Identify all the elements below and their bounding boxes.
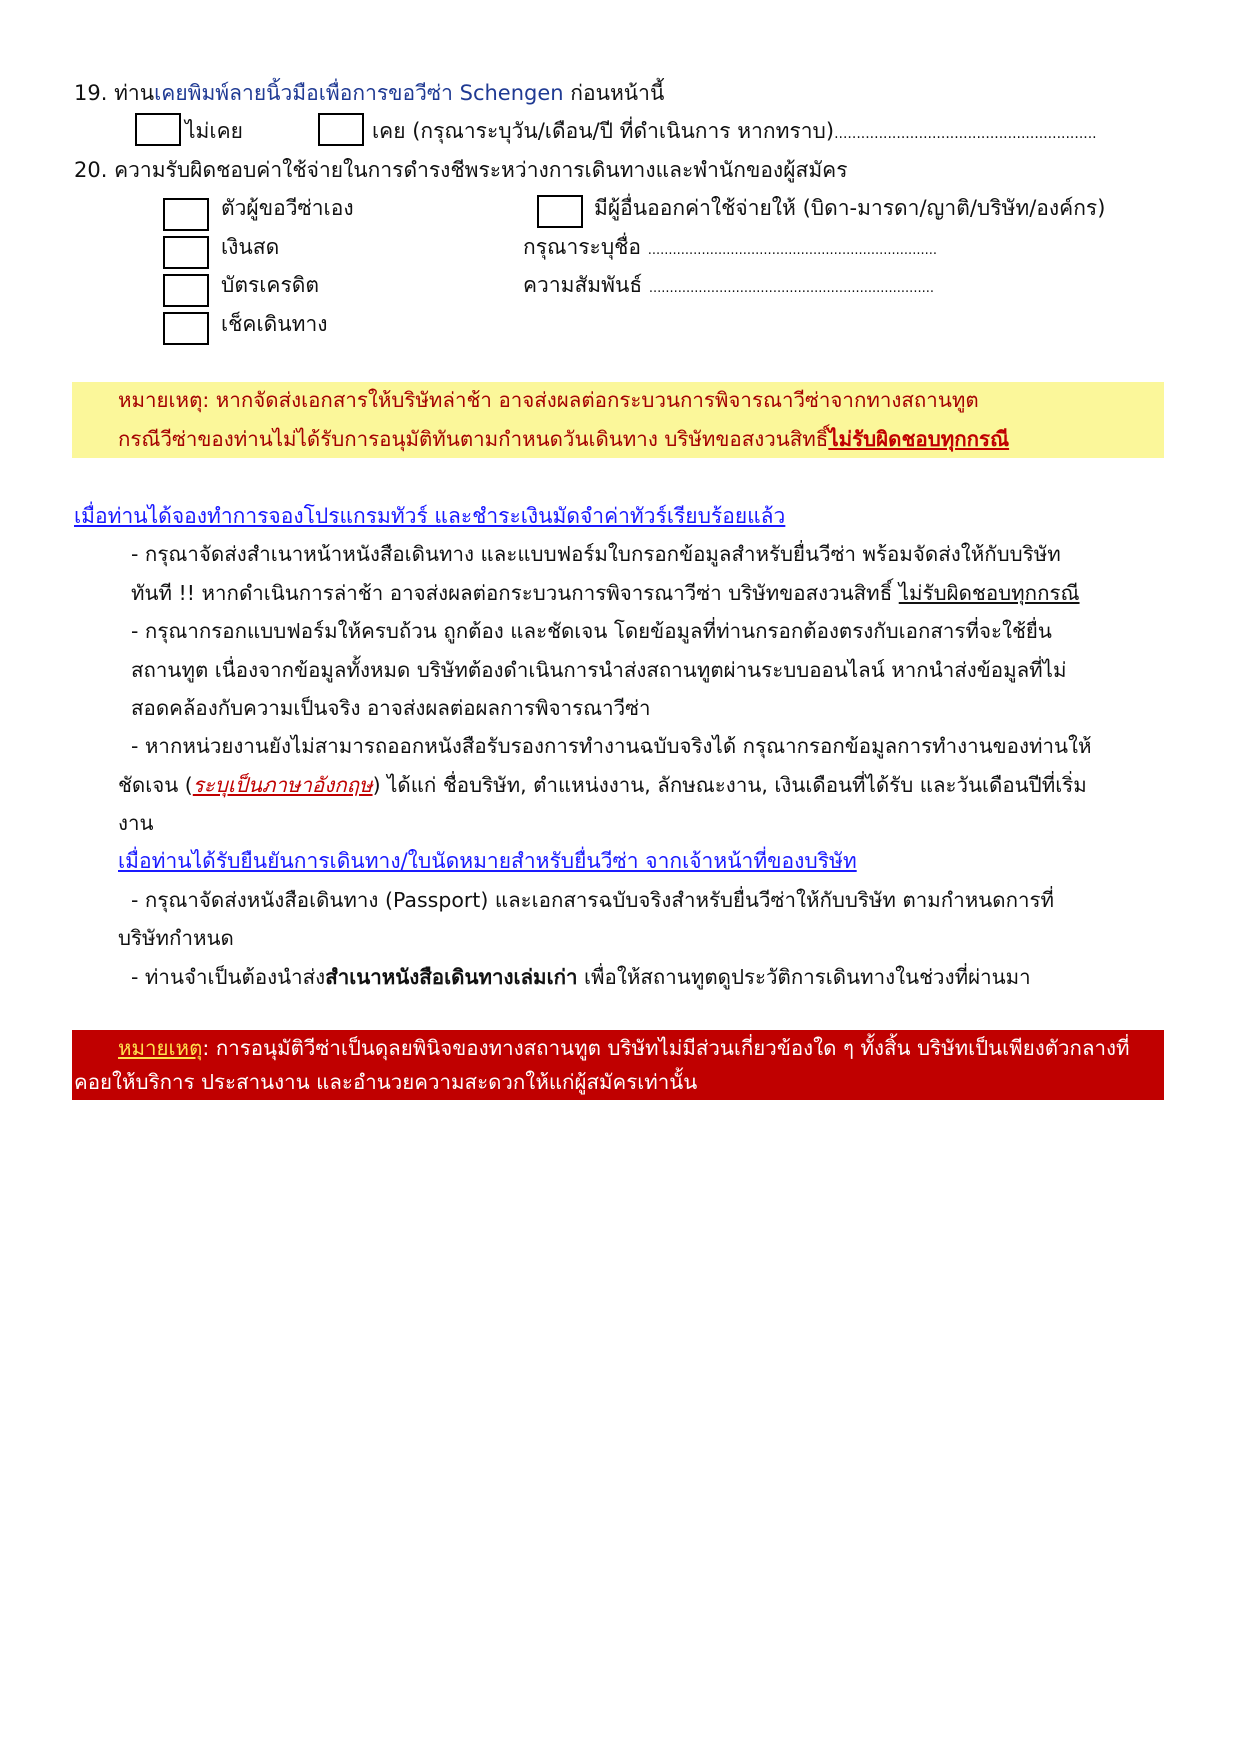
q20-relation-label: ความสัมพันธ์ [523, 273, 643, 297]
section1-b1-l1: - กรุณาจัดส่งสำเนาหน้าหนังสือเดินทาง และแบบฟอร์มใบกรอกข้อมูลสำหรับยื่นวีซ่า พร้อมจัดส่งให้กับบริษัท [131, 542, 1061, 566]
section2-b2 [131, 962, 1031, 992]
section1-b3-l3: งาน [118, 811, 154, 835]
q19-never-checkbox[interactable] [135, 113, 181, 146]
section2-b2-bold: สำเนาหนังสือเดินทางเล่มเก่า [325, 965, 578, 989]
q20-self-checkbox[interactable] [163, 198, 209, 231]
q20-credit-checkbox[interactable] [163, 274, 209, 307]
section1-b1-l2 [131, 578, 1080, 608]
q19-question [74, 78, 664, 108]
note2-line1-text: : การอนุมัติวีซ่าเป็นดุลยพินิจของทางสถานทูต บริษัทไม่มีส่วนเกี่ยวข้องใด ๆ ทั้งสิ้น บริษัทเป็นเพียงตัวกลางที่ [202, 1036, 1130, 1060]
note1-line2-text: กรณีวีซ่าของท่านไม่ได้รับการอนุมัติทันตามกำหนดวันเดินทาง บริษัทขอสงวนสิทธิ์ [118, 427, 829, 451]
section2-b2-pre: - ท่านจำเป็นต้องนำส่ง [131, 965, 326, 989]
q19-pre: ท่าน [114, 81, 155, 105]
section1-b1-disclaimer: ไม่รับผิดชอบทุกกรณี [898, 581, 1080, 605]
q19-never-label: ไม่เคย [185, 119, 243, 143]
q20-name-label: กรุณาระบุชื่อ [523, 235, 642, 259]
section1-b2-l3: สอดคล้องกับความเป็นจริง อาจส่งผลต่อผลการพิจารณาวีซ่า [131, 696, 651, 720]
q20-self-label: ตัวผู้ขอวีซ่าเอง [221, 196, 354, 220]
q19-ever-label [372, 116, 1097, 149]
q20-relation-row [523, 270, 934, 304]
q20-title: 20. ความรับผิดชอบค่าใช้จ่ายในการดำรงชีพระหว่างการเดินทางและพำนักของผู้สมัคร [74, 158, 848, 182]
q19-post: ก่อนหน้านี้ [570, 81, 665, 105]
q20-cash-label: เงินสด [221, 235, 280, 259]
q20-name-row [523, 232, 937, 266]
q20-cash-checkbox[interactable] [163, 236, 209, 269]
q20-name-field[interactable]: ...................................................................... [647, 243, 937, 258]
section1-heading: เมื่อท่านได้จองทำการจองโปรแกรมทัวร์ และชำระเงินมัดจำค่าทัวร์เรียบร้อยแล้ว [74, 504, 786, 528]
q19-ever-text: เคย (กรุณาระบุวัน/เดือน/ปี ที่ดำเนินการ หากทราบ) [372, 119, 835, 143]
note2-line1 [118, 1033, 1130, 1063]
q20-other-checkbox[interactable] [537, 195, 583, 228]
q19-number: 19. [74, 81, 108, 105]
section1-b3-l2 [118, 770, 1087, 800]
note1-line2 [118, 424, 1009, 454]
section1-b3-l1: - หากหน่วยงานยังไม่สามารถออกหนังสือรับรองการทำงานฉบับจริงได้ กรุณากรอกข้อมูลการทำงานของท่านให้ [131, 734, 1092, 758]
q20-cheque-label: เช็คเดินทาง [221, 312, 328, 336]
section2-b1-l1: - กรุณาจัดส่งหนังสือเดินทาง (Passport) และเอกสารฉบับจริงสำหรับยื่นวีซ่าให้กับบริษัท ตามกำหนดการที่ [131, 888, 1055, 912]
section1-english-note: ระบุเป็นภาษาอังกฤษ [192, 773, 373, 797]
section1-b1-l2-text: ทันที !! หากดำเนินการล่าช้า อาจส่งผลต่อกระบวนการพิจารณาวีซ่า บริษัทขอสงวนสิทธิ์ [131, 581, 899, 605]
q20-other-label: มีผู้อื่นออกค่าใช้จ่ายให้ (บิดา-มารดา/ญาติ/บริษัท/องค์กร) [594, 196, 1106, 220]
q19-date-field[interactable]: ........................................................... [834, 126, 1097, 142]
note2-line2: คอยให้บริการ ประสานงาน และอำนวยความสะดวกให้แก่ผู้สมัครเท่านั้น [74, 1070, 698, 1094]
q20-relation-field[interactable]: ..................................................................... [648, 281, 934, 296]
q19-highlight: เคยพิมพ์ลายนิ้วมือเพื่อการขอวีซ่า Schengen [154, 81, 564, 105]
q20-credit-label: บัตรเครดิต [221, 273, 320, 297]
section1-b3-l2-pre: ชัดเจน ( [118, 773, 193, 797]
section2-heading: เมื่อท่านได้รับยืนยันการเดินทาง/ใบนัดหมายสำหรับยื่นวีซ่า จากเจ้าหน้าที่ของบริษัท [118, 849, 857, 873]
q20-cheque-checkbox[interactable] [163, 312, 209, 345]
q19-ever-checkbox[interactable] [318, 113, 364, 146]
note2-label: หมายเหตุ [118, 1036, 203, 1060]
section1-b3-l2-post: ) ได้แก่ ชื่อบริษัท, ตำแหน่งงาน, ลักษณะงาน, เงินเดือนที่ได้รับ และวันเดือนปีที่เริ่ม [372, 773, 1087, 797]
note1-disclaimer: ไม่รับผิดชอบทุกกรณี [828, 427, 1010, 451]
section2-b1-l2: บริษัทกำหนด [118, 926, 234, 950]
section1-b2-l2: สถานทูต เนื่องจากข้อมูลทั้งหมด บริษัทต้องดำเนินการนำส่งสถานทูตผ่านระบบออนไลน์ หากนำส่งข้อมูลที่ไม่ [131, 658, 1067, 682]
section2-b2-post: เพื่อให้สถานทูตดูประวัติการเดินทางในช่วงที่ผ่านมา [577, 965, 1031, 989]
note1-line1: หมายเหตุ: หากจัดส่งเอกสารให้บริษัทล่าช้า อาจส่งผลต่อกระบวนการพิจารณาวีซ่าจากทางสถานทูต [118, 388, 979, 412]
section1-b2-l1: - กรุณากรอกแบบฟอร์มให้ครบถ้วน ถูกต้อง และชัดเจน โดยข้อมูลที่ท่านกรอกต้องตรงกับเอกสารที่จะใช้ยื่น [131, 619, 1052, 643]
